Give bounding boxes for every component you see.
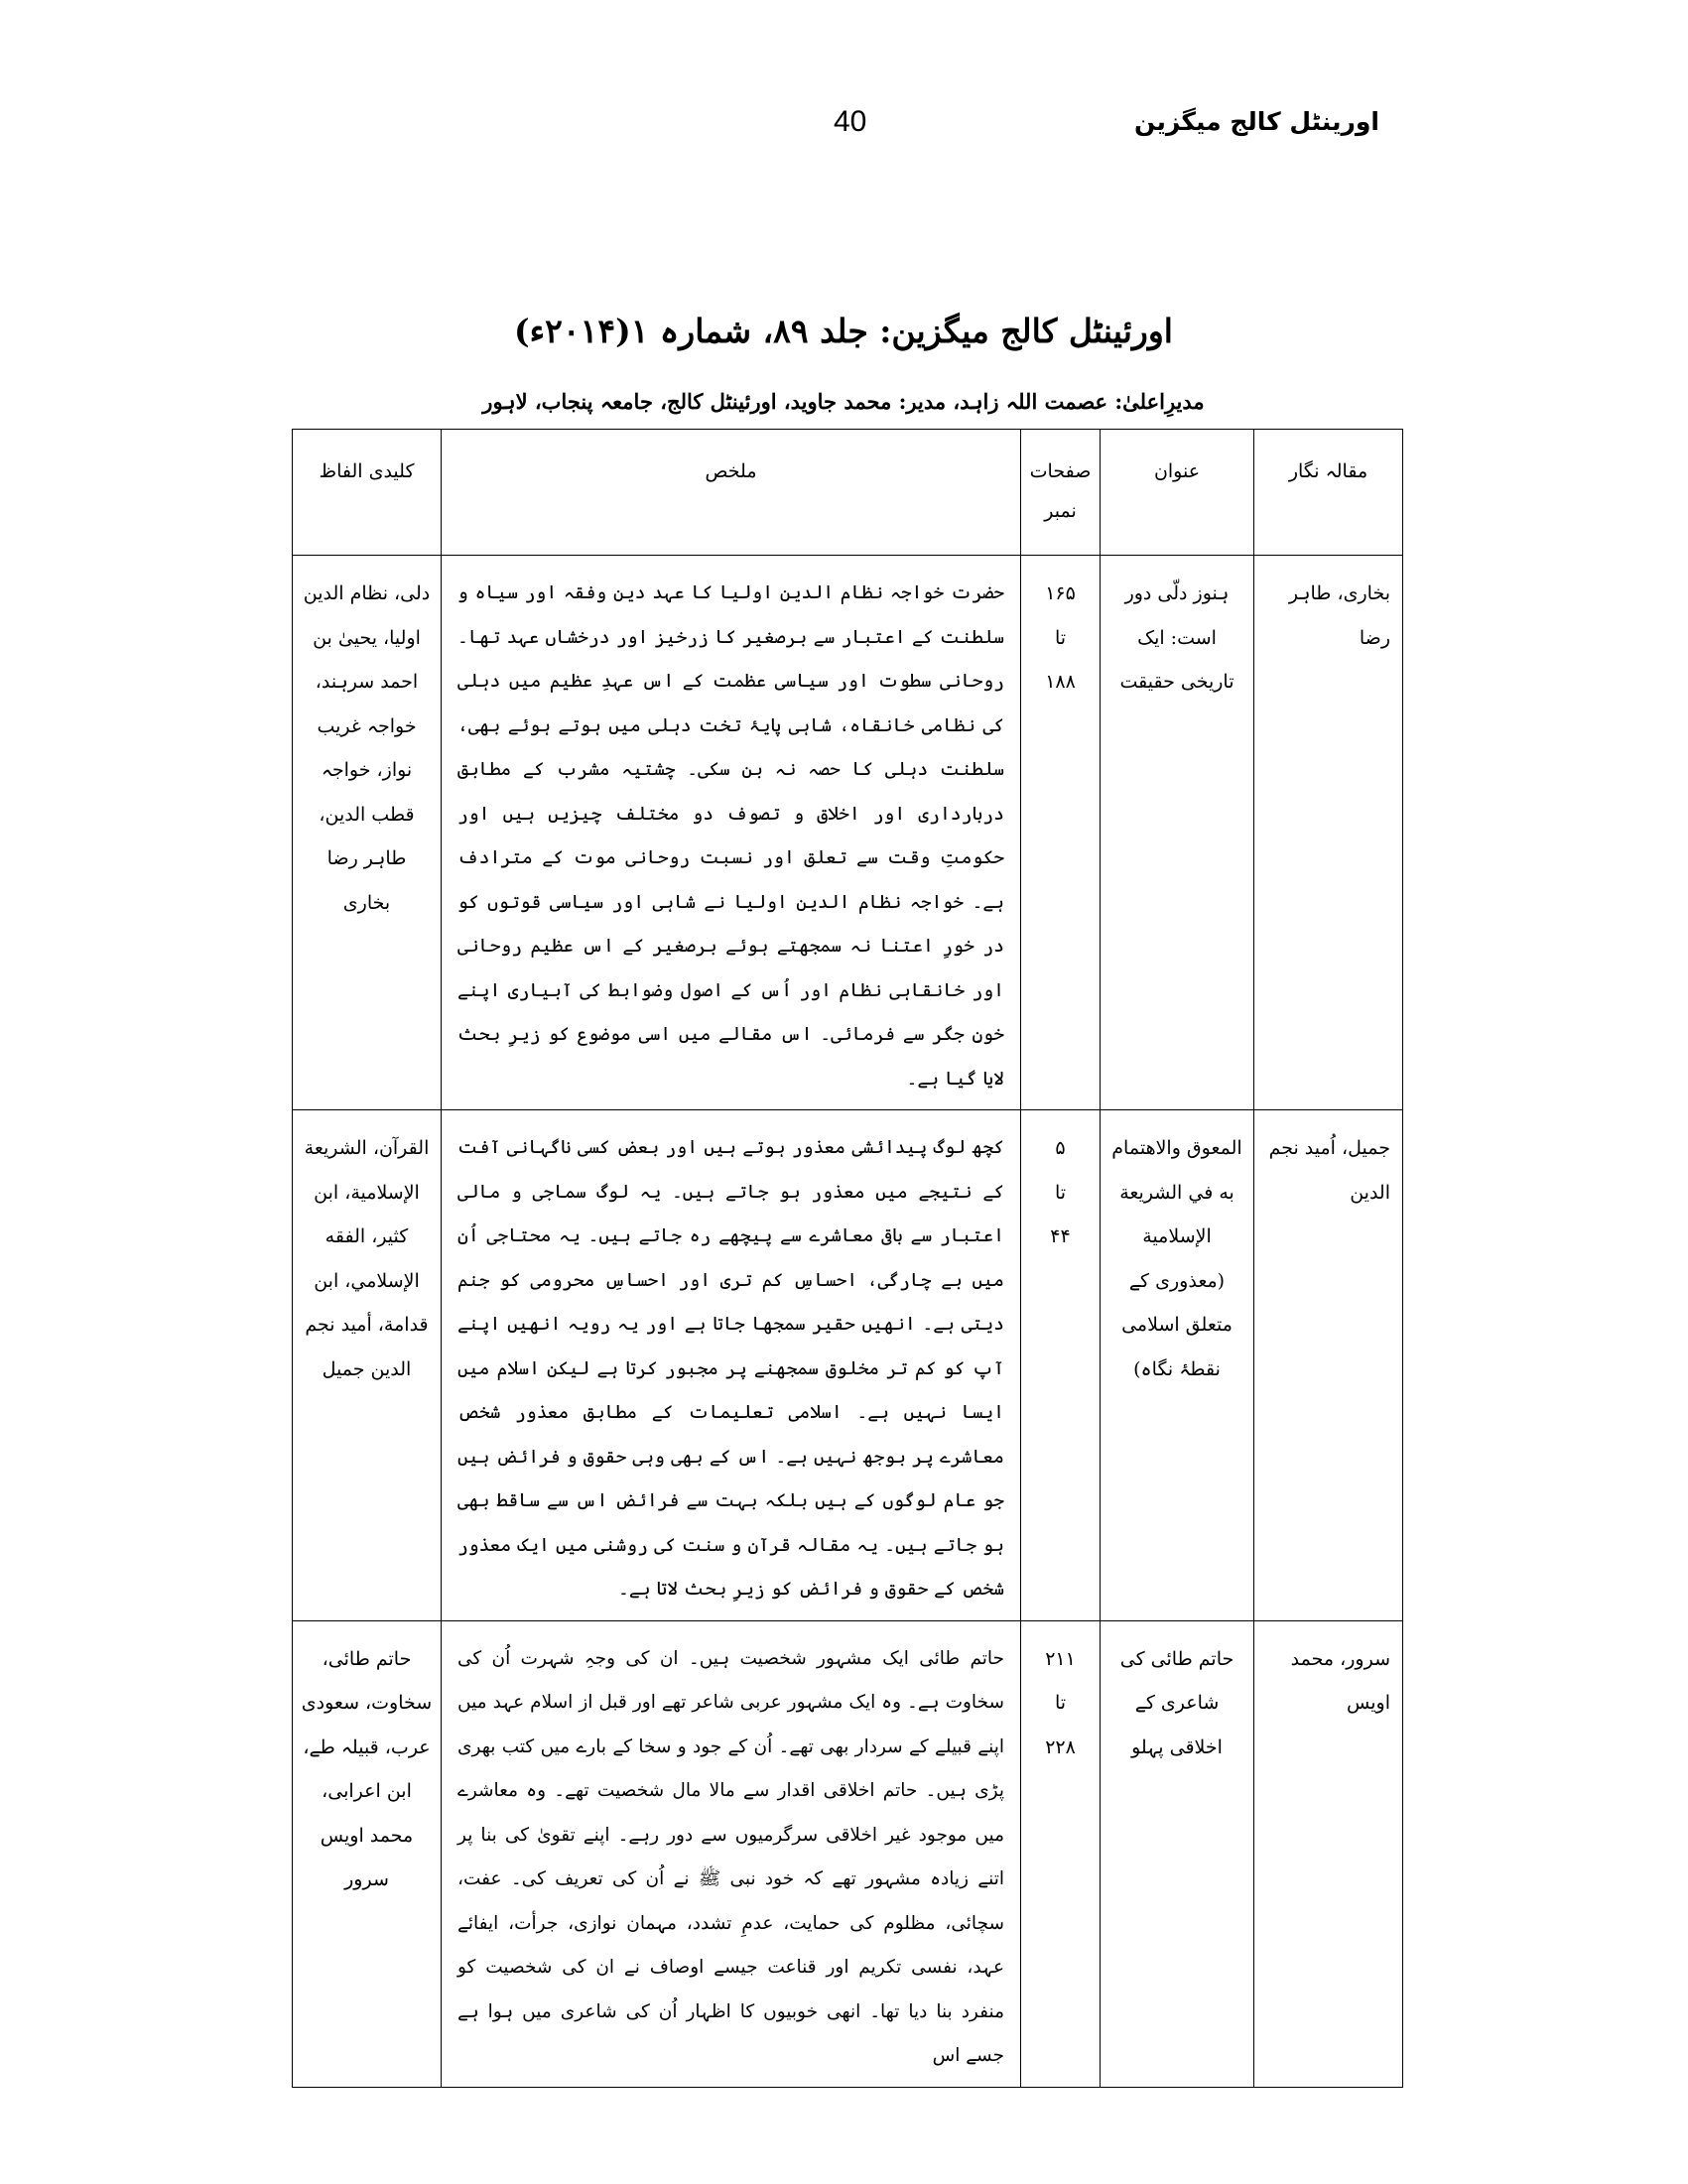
table-row [293,1620,1403,2087]
keywords-cell: القرآن، الشريعة الإسلامية، ابن كثير، الفقه الإسلامي، ابن قدامة، أميد نجم الدين جميل [293,1110,442,1621]
summary-cell: حاتم طائی ایک مشہور شخصیت ہیں۔ ان کی وجہِ شہرت اُن کی سخاوت ہے۔ وہ ایک مشہور عربی شاعر تھے اور قبل از اسلام عہد میں اپنے قبیلے کے سردار بھی تھے۔ اُن کے جود و سخا کے بارے میں کتب بھری پڑی ہیں۔ حاتم اخلاقی اقدار سے مالا مال شخصیت تھے۔ وہ معاشرے میں موجود غیر اخلاقی سرگرمیوں سے دور رہے۔ اپنے تقویٰ کی بنا پر اتنے زیادہ مشہور تھے کہ خود نبی ﷺ نے اُن کی تعریف کی۔ عفت، سچائی، مظلوم کی حمایت، عدمِ تشدد، مہمان نوازی، جرأت، ایفائے عہد، نفسی تکریم اور قناعت جیسے اوصاف نے ان کی شخصیت کو منفرد بنا دیا تھا۔ انھی خوبیوں کا اظہار اُن کی شاعری میں ہوا ہے جسے اس [442,1620,1021,2087]
table-row [293,556,1403,1110]
page-number: 40 [834,105,867,138]
article-index-table [292,429,1403,2088]
author-cell: جمیل، اُمید نجم الدین [1254,1110,1403,1621]
keywords-cell: دلی، نظام الدین اولیا، یحییٰ بن احمد سرہند، خواجہ غریب نواز، خواجہ قطب الدین، طاہر رضا بخاری [293,556,442,1110]
pages-end: ۱۸۸ [1045,671,1076,693]
title-cell: المعوق والاهتمام به في الشريعة الإسلامية (معذوری کے متعلق اسلامی نقطۂ نگاہ) [1101,1110,1254,1621]
pages-end: ۲۲۸ [1045,1735,1076,1758]
pages-to: تا [1054,1692,1067,1714]
header-keywords: کلیدی الفاظ [293,430,442,556]
pages-cell [1021,1620,1101,2087]
title-cell: حاتم طائی کی شاعری کے اخلاقی پہلو [1101,1620,1254,2087]
running-head [278,107,1379,147]
running-title: اورینٹل کالج میگزین [1133,107,1379,136]
table-header-row [293,430,1403,556]
summary-cell: حضرت خواجہ نظام الدین اولیا کا عہد دین وفقہ اور سیاہ و سلطنت کے اعتبار سے برصغیر کا زرخیز اور درخشاں عہد تھا۔ روحانی سطوت اور سیاسی عظمت کے اس عہدِ عظیم میں دہلی کی نظامی خانقاہ، شاہی پایۂ تخت دہلی میں ہوتے ہوئے بھی، سلطنت دہلی کا حصہ نہ بن سکی۔ چشتیہ مشرب کے مطابق دربارداری اور اخلاق و تصوف دو مختلف چیزیں ہیں اور حکومتِ وقت سے تعلق اور نسبت روحانی موت کے مترادف ہے۔ خواجہ نظام الدین اولیا نے شاہی اور سیاسی قوتوں کو در خورِ اعتنا نہ سمجھتے ہوئے برصغیر کے اس عظیم روحانی اور خانقاہی نظام اور اُس کے اصول وضوابط کی آبیاری اپنے خونِ جگر سے فرمائی۔ اس مقالے میں اسی موضوع کو زیرِ بحث لایا گیا ہے۔ [442,556,1021,1110]
header-pages: صفحات نمبر [1021,430,1101,556]
author-cell: بخاری، طاہر رضا [1254,556,1403,1110]
pages-to: تا [1054,626,1067,649]
pages-cell [1021,556,1101,1110]
pages-cell [1021,1110,1101,1621]
header-summary: ملخص [442,430,1021,556]
header-title: عنوان [1101,430,1254,556]
pages-start: ۲۱۱ [1045,1647,1076,1670]
issue-title: اورئینٹل کالج میگزین: جلد ۸۹، شمارہ ۱(۲۰۱۴ء) [514,312,1173,350]
table-row [293,1110,1403,1621]
pages-start: ۱۶۵ [1045,582,1076,604]
title-cell: ہنوز دلّی دور است: ایک تاریخی حقیقت [1101,556,1254,1110]
summary-cell: کچھ لوگ پیدائشی معذور ہوتے ہیں اور بعض کسی ناگہانی آفت کے نتیجے میں معذور ہو جاتے ہیں۔ یہ لوگ سماجی و مالی اعتبار سے باقی معاشرے سے پیچھے رہ جاتے ہیں۔ یہ محتاجی اُن میں بے چارگی، احساسِ کم تری اور احساسِ محرومی کو جنم دیتی ہے۔ انھیں حقیر سمجھا جاتا ہے اور یہ رویہ انھیں اپنے آپ کو کم تر مخلوق سمجھنے پر مجبور کرتا ہے لیکن اسلام میں ایسا نہیں ہے۔ اسلامی تعلیمات کے مطابق معذور شخص معاشرے پر بوجھ نہیں ہے۔ اس کے بھی وہی حقوق و فرائض ہیں جو عام لوگوں کے ہیں بلکہ بہت سے فرائض اس سے ساقط بھی ہو جاتے ہیں۔ یہ مقالہ قرآن و سنت کی روشنی میں ایک معذور شخص کے حقوق و فرائض کو زیرِ بحث لاتا ہے۔ [442,1110,1021,1621]
author-cell: سرور، محمد اویس [1254,1620,1403,2087]
keywords-cell: حاتم طائی، سخاوت، سعودی عرب، قبیلہ طے، ابن اعرابی، محمد اویس سرور [293,1620,442,2087]
editors-line: مدیرِاعلیٰ: عصمت اللہ زاہد، مدیر: محمد جاوید، اورئینٹل کالج، جامعہ پنجاب، لاہور [482,389,1205,414]
pages-end: ۴۴ [1050,1225,1071,1247]
pages-to: تا [1054,1181,1067,1204]
pages-start: ۵ [1055,1137,1066,1159]
header-author: مقالہ نگار [1254,430,1403,556]
